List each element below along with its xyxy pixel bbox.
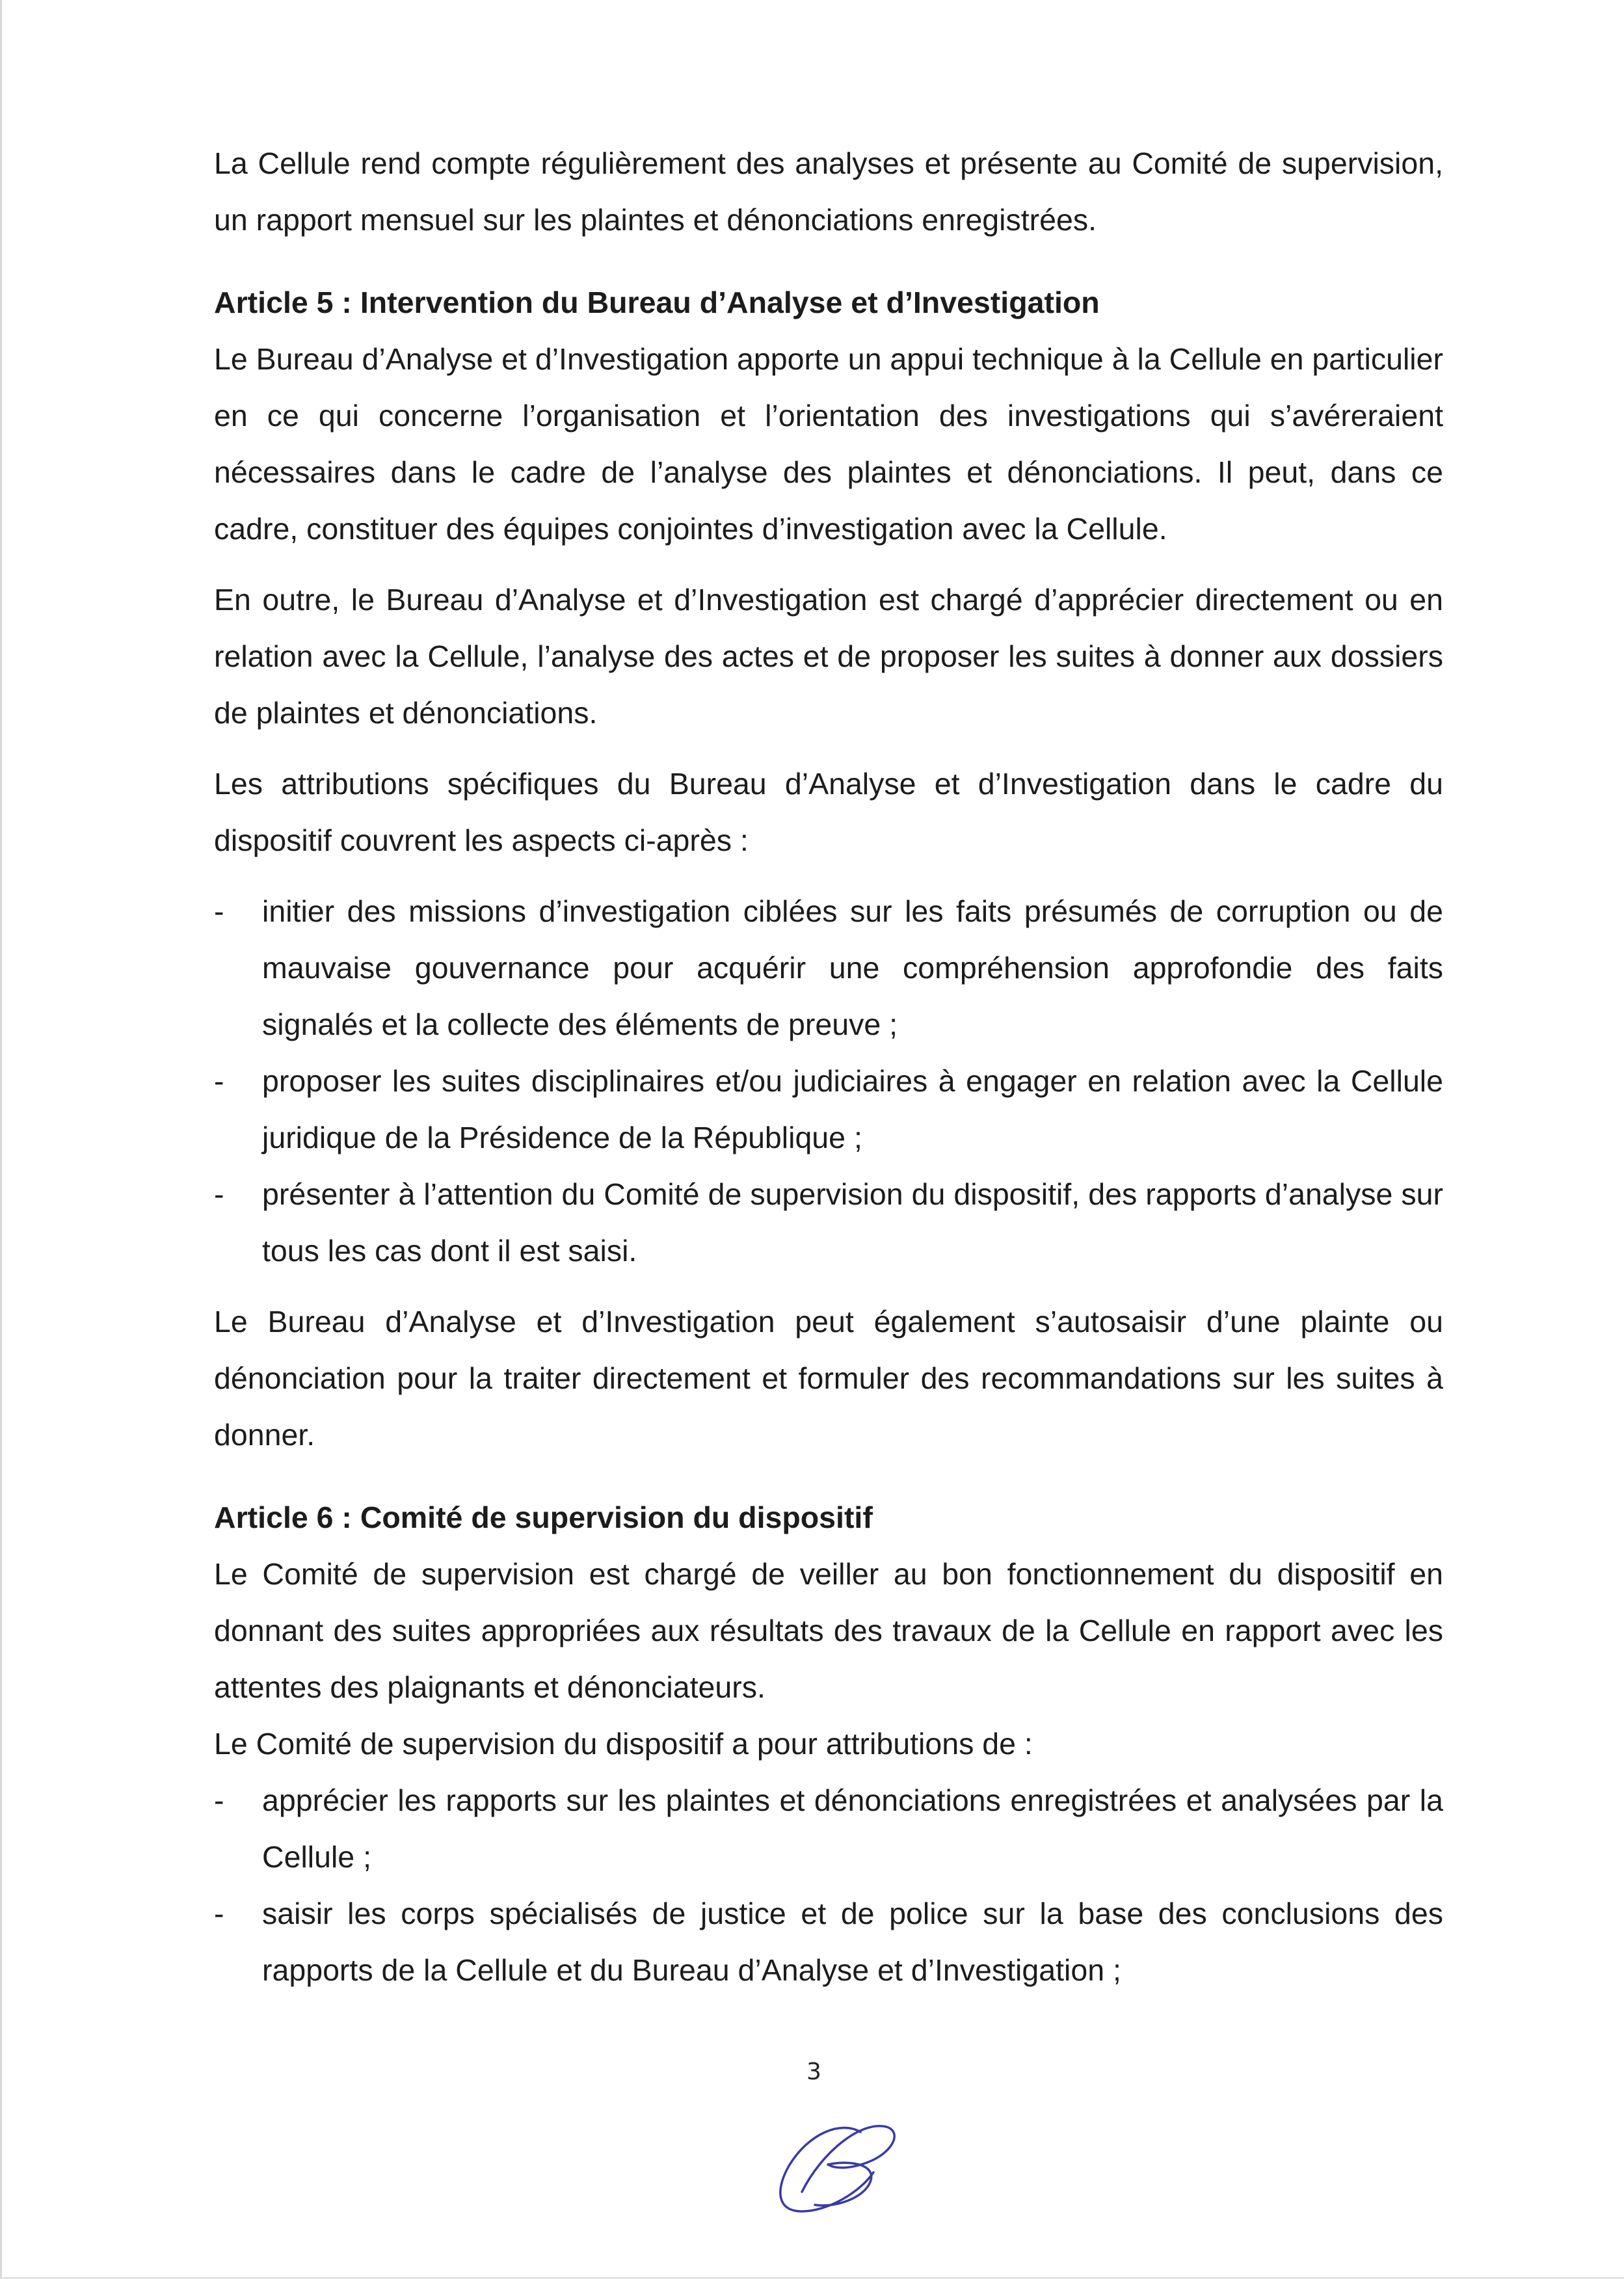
list-item: - proposer les suites disciplinaires et/ou judiciaires à engager en relation avec la Cellule juridique de la Présidence de la République ; (214, 1053, 1443, 1166)
document-body (214, 135, 1443, 1999)
signature-initials-icon (763, 2114, 906, 2224)
list-marker: - (214, 1897, 224, 1930)
list-marker: - (214, 1177, 224, 1211)
article-6-paragraph-2: Le Comité de supervision du dispositif a pour attributions de : (214, 1727, 1033, 1761)
article-6-attributions-list (214, 1772, 1443, 1999)
list-item: - initier des missions d’investigation ciblées sur les faits présumés de corruption ou de mauvaise gouvernance pour acquérir une compréhension approfondie des faits signalés et la collecte des éléments de preuve ; (214, 883, 1443, 1053)
article-5-paragraph-1: Le Bureau d’Analyse et d’Investigation apporte un appui technique à la Cellule en particulier en ce qui concerne l’organisation et l’orientation des investigations qui s’avéreraient nécessaires dans le cadre de l’analyse des plaintes et dénonciations. Il peut, dans ce cadre, constituer des équipes conjointes d’investigation avec la Cellule. (214, 342, 1443, 546)
list-marker: - (214, 1064, 224, 1098)
article-6-heading: Article 6 : Comité de supervision du dispositif (214, 1500, 873, 1534)
article-5-heading: Article 5 : Intervention du Bureau d’Analyse et d’Investigation (214, 286, 1100, 319)
list-item: - apprécier les rapports sur les plaintes et dénonciations enregistrées et analysées par la Cellule ; (214, 1772, 1443, 1886)
intro-paragraph: La Cellule rend compte régulièrement des analyses et présente au Comité de supervision, un rapport mensuel sur les plaintes et dénonciations enregistrées. (214, 146, 1443, 237)
article-5-paragraph-2: En outre, le Bureau d’Analyse et d’Investigation est chargé d’apprécier directement ou en relation avec la Cellule, l’analyse des actes et de proposer les suites à donner aux dossiers de plaintes et dénonciations. (214, 583, 1443, 730)
page-number: 3 (806, 2059, 821, 2085)
list-marker: - (214, 894, 224, 928)
article-5-paragraph-3: Les attributions spécifiques du Bureau d’Analyse et d’Investigation dans le cadre du dispositif couvrent les aspects ci-après : (214, 767, 1443, 857)
list-item: - présenter à l’attention du Comité de supervision du dispositif, des rapports d’analyse sur tous les cas dont il est saisi. (214, 1166, 1443, 1279)
article-6-paragraph-1: Le Comité de supervision est chargé de veiller au bon fonctionnement du dispositif en donnant des suites appropriées aux résultats des travaux de la Cellule en rapport avec les attentes des plaignants et dénonciateurs. (214, 1557, 1443, 1704)
article-5-attributions-list (214, 883, 1443, 1279)
list-item: - saisir les corps spécialisés de justice et de police sur la base des conclusions des rapports de la Cellule et du Bureau d’Analyse et d’Investigation ; (214, 1886, 1443, 1999)
list-marker: - (214, 1783, 224, 1817)
article-5-paragraph-4: Le Bureau d’Analyse et d’Investigation peut également s’autosaisir d’une plainte ou dénonciation pour la traiter directement et formuler des recommandations sur les suites à donner. (214, 1305, 1443, 1452)
